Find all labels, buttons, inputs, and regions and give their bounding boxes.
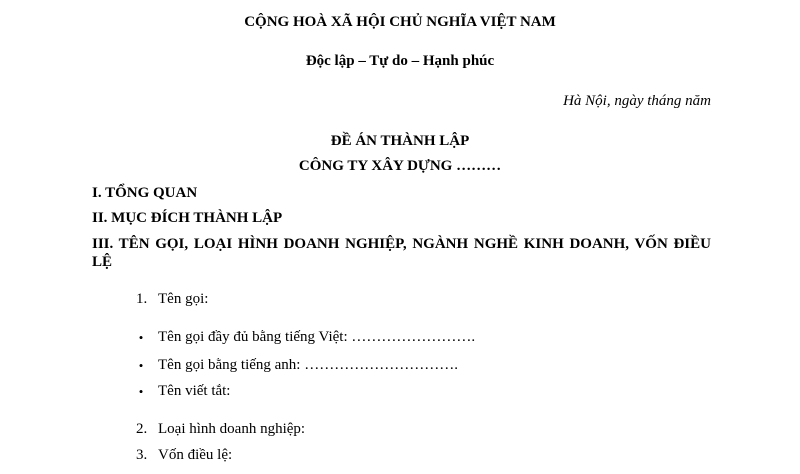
list-number: 2. — [136, 421, 148, 437]
list-item-label: Tên gọi: — [158, 291, 209, 307]
bullet-icon: • — [138, 358, 144, 373]
bullet-item-label: Tên gọi bằng tiếng anh: …………………………. — [158, 357, 458, 373]
list-item-label: Vốn điều lệ: — [158, 447, 233, 463]
section-heading-purpose: II. MỤC ĐÍCH THÀNH LẬP — [92, 210, 283, 226]
bullet-item-label: Tên viết tắt: — [158, 383, 231, 399]
section-heading-name-type-capital: III. TÊN GỌI, LOẠI HÌNH DOANH NGHIỆP, NGÀNH NGHỀ KINH DOANH, VỐN ĐIỀU LỆ — [92, 236, 711, 270]
list-number: 3. — [136, 447, 148, 463]
document-subtitle: CÔNG TY XÂY DỰNG ……… — [298, 158, 502, 174]
bullet-icon: • — [138, 384, 144, 399]
bullet-icon: • — [138, 330, 144, 345]
motto: Độc lập – Tự do – Hạnh phúc — [305, 53, 495, 69]
list-item-label: Loại hình doanh nghiệp: — [158, 421, 306, 437]
document-title: ĐỀ ÁN THÀNH LẬP — [330, 133, 470, 149]
list-number: 1. — [136, 291, 148, 307]
bullet-item-label: Tên gọi đầy đủ bằng tiếng Việt: ……………………. — [158, 329, 476, 345]
section-heading-overview: I. TỔNG QUAN — [92, 185, 198, 201]
national-title: CỘNG HOÀ XÃ HỘI CHỦ NGHĨA VIỆT NAM — [244, 14, 556, 30]
place-date: Hà Nội, ngày tháng năm — [563, 93, 711, 109]
